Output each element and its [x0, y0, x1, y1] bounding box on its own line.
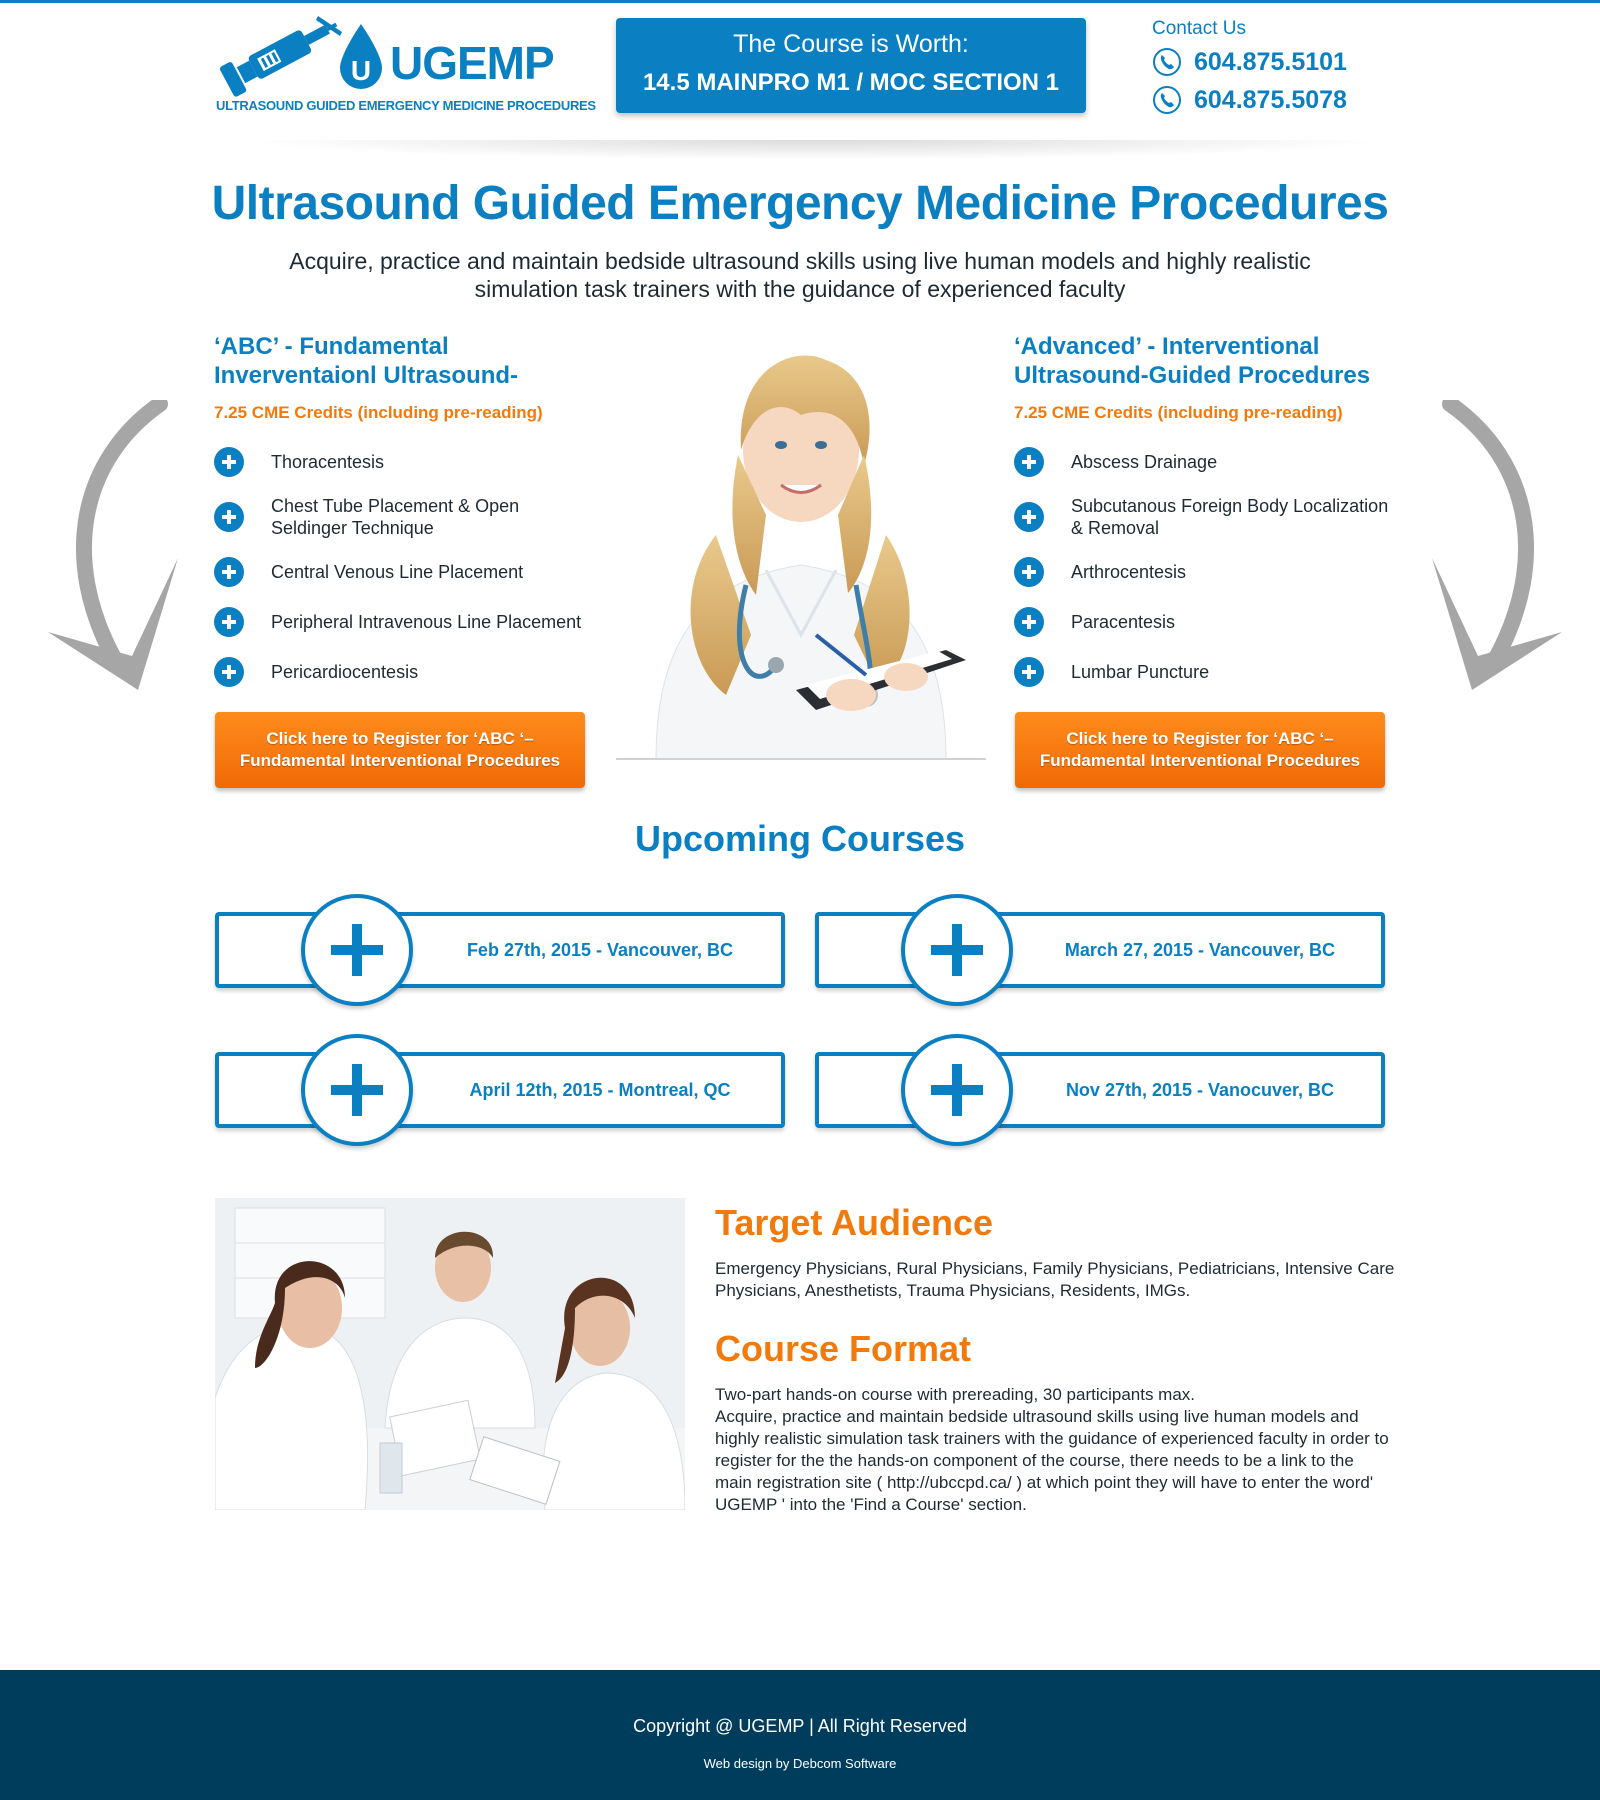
target-audience-heading: Target Audience [715, 1202, 994, 1243]
list-item [214, 437, 594, 487]
list-item [214, 647, 594, 697]
target-audience-text: Emergency Physicians, Rural Physicians, Family Physicians, Pediatricians, Intensive Care Physicians, Anesthetists, Trauma Physicians, Residents, IMGs. [715, 1259, 1395, 1300]
plus-circle-icon [1014, 447, 1044, 477]
course-date-label: April 12th, 2015 - Montreal, QC [469, 1080, 731, 1100]
procedure-label: Arthrocentesis [1071, 562, 1187, 582]
register-advanced-button[interactable]: Click here to Register for ‘ABC ‘– Fundamental Interventional Procedures [1015, 712, 1385, 788]
procedure-label: Lumbar Puncture [1071, 662, 1210, 682]
advanced-procedure-list [1014, 437, 1394, 697]
register-abc-button[interactable]: Click here to Register for ‘ABC ‘– Fundamental Interventional Procedures [215, 712, 585, 788]
plus-icon [901, 894, 1013, 1006]
plus-icon [301, 1034, 413, 1146]
course-date-card[interactable] [815, 912, 1385, 988]
procedure-label: Pericardiocentesis [271, 662, 419, 682]
procedure-label: Peripheral Intravenous Line Placement [271, 612, 582, 632]
abc-course-credits: 7.25 CME Credits (including pre-reading) [214, 403, 543, 422]
procedure-label: Central Venous Line Placement [271, 562, 524, 582]
syringe-logo-icon [214, 10, 344, 100]
photo-divider [616, 758, 986, 760]
course-date-label: March 27, 2015 - Vancouver, BC [1064, 940, 1336, 960]
site-logo[interactable] [214, 10, 596, 120]
plus-circle-icon [214, 502, 244, 532]
phone-number-1[interactable]: 604.875.5101 [1194, 47, 1347, 76]
logo-tagline: ULTRASOUND GUIDED EMERGENCY MEDICINE PROCEDURES [216, 98, 596, 113]
plus-icon [301, 894, 413, 1006]
course-format-text [715, 1384, 1395, 1516]
phone-line-2[interactable] [1152, 84, 1402, 116]
abc-course-title: ‘ABC’ - Fundamental Inverventaionl Ultrasound- [214, 333, 519, 389]
phone-number-2[interactable]: 604.875.5078 [1194, 85, 1347, 114]
advanced-course-credits: 7.25 CME Credits (including pre-reading) [1014, 403, 1343, 422]
list-item [1014, 437, 1394, 487]
page-title: Ultrasound Guided Emergency Medicine Procedures [211, 177, 1389, 230]
contact-block [1152, 18, 1402, 116]
abc-procedure-list [214, 437, 594, 697]
course-date-card[interactable] [815, 1052, 1385, 1128]
team-photo [215, 1198, 685, 1510]
advanced-course-column [1014, 332, 1394, 697]
course-date-card[interactable] [215, 1052, 785, 1128]
course-format-line-2: Acquire, practice and maintain bedside ultrasound skills using live human models and highly realistic simulation task trainers with the guidance of experienced faculty in order to register for the the hands-on component of the course, there needs to be a link to the main registration site ( http://ubccpd.ca/ ) at which point they will have to enter the word' UGEMP ' into the 'Find a Course' section. [715, 1407, 1389, 1514]
course-date-card[interactable] [215, 912, 785, 988]
list-item [1014, 597, 1394, 647]
plus-icon [901, 1034, 1013, 1146]
course-worth-value: 14.5 MAINPRO M1 / MOC SECTION 1 [642, 69, 1060, 96]
plus-circle-icon [1014, 607, 1044, 637]
advanced-course-title: ‘Advanced’ - Interventional Ultrasound-Guided Procedures [1014, 333, 1371, 389]
course-info [715, 1202, 1395, 1516]
list-item [214, 547, 594, 597]
procedure-label: Paracentesis [1071, 612, 1176, 632]
curved-arrow-right-icon [1420, 400, 1570, 700]
plus-circle-icon [1014, 557, 1044, 587]
course-date-label: Feb 27th, 2015 - Vancouver, BC [466, 940, 734, 960]
phone-icon [1152, 47, 1182, 77]
contact-label: Contact Us [1152, 18, 1246, 39]
plus-circle-icon [1014, 502, 1044, 532]
footer-credit-link[interactable]: Web design by Debcom Software [703, 1756, 897, 1771]
list-item [214, 597, 594, 647]
plus-circle-icon [214, 607, 244, 637]
logo-wordmark: UGEMP [390, 37, 554, 89]
list-item [1014, 647, 1394, 697]
course-format-line-1: Two-part hands-on course with prereading, 30 participants max. [715, 1385, 1196, 1404]
svg-text:U: U [350, 55, 372, 86]
list-item [1014, 487, 1394, 547]
curved-arrow-left-icon [40, 400, 190, 700]
upcoming-courses-title: Upcoming Courses [634, 818, 966, 859]
list-item [214, 487, 594, 547]
list-item [1014, 547, 1394, 597]
footer-copyright: Copyright @ UGEMP | All Right Reserved [633, 1716, 967, 1736]
top-accent-line [0, 0, 1600, 3]
course-worth-label: The Course is Worth: [733, 30, 969, 58]
footer [0, 1670, 1600, 1800]
page-subtitle: Acquire, practice and maintain bedside ultrasound skills using live human models and highly realistic simulation task trainers with the guidance of experienced faculty [289, 248, 1311, 302]
droplet-icon [336, 22, 386, 92]
procedure-label: Subcutanous Foreign Body Localization & Removal [1071, 496, 1389, 538]
phone-line-1[interactable] [1152, 46, 1402, 78]
plus-circle-icon [214, 447, 244, 477]
phone-icon [1152, 85, 1182, 115]
plus-circle-icon [1014, 657, 1044, 687]
procedure-label: Thoracentesis [271, 452, 385, 472]
course-date-label: Nov 27th, 2015 - Vanocuver, BC [1065, 1080, 1335, 1100]
procedure-label: Chest Tube Placement & Open Seldinger Technique [271, 496, 520, 538]
procedure-label: Abscess Drainage [1071, 452, 1218, 472]
course-format-heading: Course Format [715, 1328, 972, 1369]
plus-circle-icon [214, 657, 244, 687]
course-worth-box [616, 18, 1086, 113]
doctor-photo [616, 335, 986, 760]
header-shadow [240, 140, 1390, 160]
plus-circle-icon [214, 557, 244, 587]
abc-course-column [214, 332, 594, 697]
